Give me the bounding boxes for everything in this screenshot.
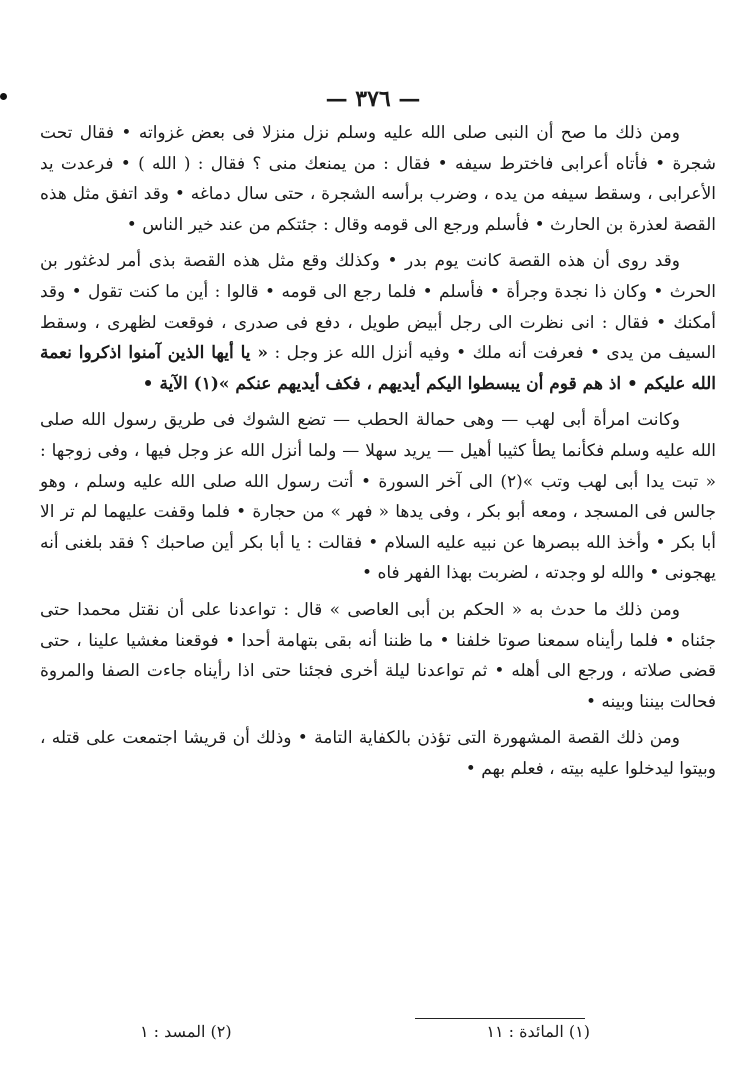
paragraph: وكانت امرأة أبى لهب — وهى حمالة الحطب — تضع الشوك فى طريق رسول الله صلى الله عليه وسلم فكأنما يطأ كثيبا أهيل — يريد سهلا — ولما أنزل الله عز وجل فيها ، وفى زوجها : « تبت يدا أبى لهب وتب »(٢) الى آخر السورة • أتت رسول الله صلى الله عليه وسلم ، وهو جالس فى المسجد ، ومعه أبو بكر ، وفى يدها « فهر » من حجارة • فلما وقفت عليهما لم تر الا أبا بكر • وأخذ الله ببصرها عن نبيه عليه السلام • فقالت : يا أبا بكر أين صاحبك ؟ فقد بلغنى أنه يهجونى • والله لو وجدته ، لضربت بهذا الفهر فاه • [40,410,716,584]
paragraph: ومن ذلك ما صح أن النبى صلى الله عليه وسلم نزل منزلا فى بعض غزواته • فقال تحت شجرة • فأتاه أعرابى فاخترط سيفه • فقال : من يمنعك منى ؟ فقال : ( الله ) • فرعدت يد الأعرابى ، وسقط سيفه من يده ، وضرب برأسه الشجرة ، حتى سال دماغه • وقد اتفق مثل هذه القصة لعذرة بن الحارث • فأسلم ورجع الى قومه وقال : جئتكم من عند خير الناس • [40,123,716,235]
quran-quote: « يا أيها الذين آمنوا اذكروا نعمة الله عليكم • اذ هم قوم أن يبسطوا اليكم أيديهم ، فكف أيديهم عنكم »(١) الآية • [40,343,716,394]
footnote-1: (١) المائدة : ١١ [486,1022,590,1041]
page-number: — ٣٧٦ — [325,86,421,112]
paragraph [40,246,716,399]
paragraph: ومن ذلك ما حدث به « الحكم بن أبى العاصى » قال : تواعدنا على أن نقتل محمدا حتى جئناه • فلما رأيناه سمعنا صوتا خلفنا • ما ظننا أنه بقى بتهامة أحدا • فوقعنا مغشيا علينا ، حتى قضى صلاته ، ورجع الى أهله • ثم تواعدنا ليلة أخرى فجئنا حتى اذا رأيناه جاءت الصفا والمروة فحالت بيننا وبينه • [40,599,716,712]
footnote-divider [415,1018,585,1019]
page-body [40,118,716,784]
footnotes [140,1022,590,1041]
footnote-2: (٢) المسد : ١ [140,1022,232,1041]
paragraph: ومن ذلك القصة المشهورة التى تؤذن بالكفاية التامة • وذلك أن قريشا اجتمعت على قتله ، وبيتوا ليدخلوا عليه بيته ، فعلم بهم • [40,728,716,779]
paragraph-text: وقد روى أن هذه القصة كانت يوم بدر • وكذلك وقع مثل هذه القصة بذى أمر لدغثور بن الحرث • وكان ذا نجدة وجرأة • فأسلم • فلما رجع الى قومه • قالوا : أين ما كنت تقول • وقد أمكنك • فقال : انى نظرت الى رجل أبيض طويل ، دفع فى صدرى ، فوقعت لظهرى ، وسقط السيف من يدى • فعرفت أنه ملك • وفيه أنزل الله عز وجل : [40,251,716,364]
